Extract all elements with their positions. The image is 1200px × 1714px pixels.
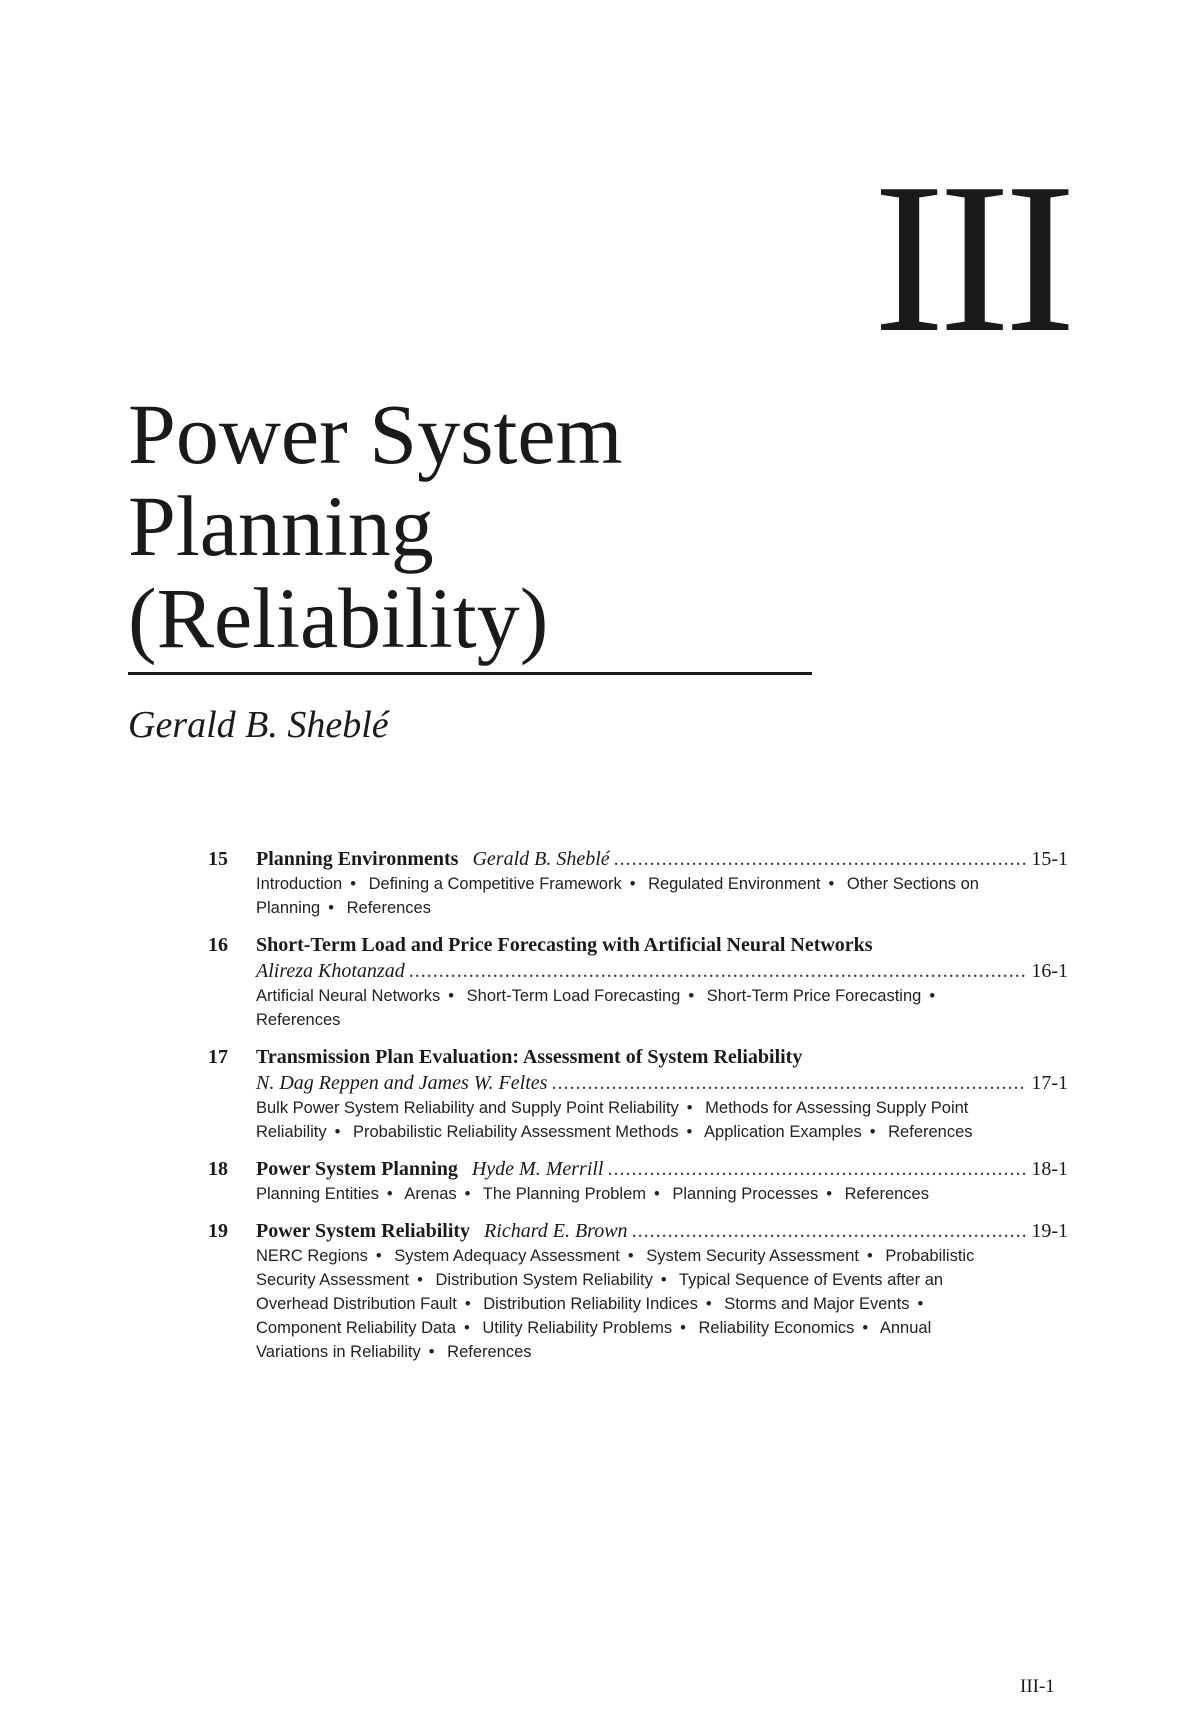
toc-entry[interactable] [208,1218,1068,1364]
topic-item: References [888,1123,973,1141]
topic-item: Artificial Neural Networks [256,987,441,1005]
topic-item: References [346,899,431,917]
topic-separator: • [660,1271,667,1289]
topic-separator: • [917,1295,924,1313]
part-title-line: Power System [128,386,623,482]
topic-separator: • [417,1271,423,1289]
topic-item: Other Sections on Planning [256,875,979,917]
chapter-author: Richard E. Brown [484,1220,628,1242]
topic-separator: • [686,1123,693,1141]
topic-item: Probabilistic Security Assessment [256,1247,975,1289]
topic-item: Probabilistic Reliability Assessment Methods [352,1123,679,1141]
topic-item: Distribution System Reliability [435,1271,653,1289]
part-title [128,388,828,664]
topic-item: Short-Term Price Forecasting [706,987,922,1005]
topic-separator: • [828,875,835,893]
topic-item: References [447,1343,532,1361]
chapter-page[interactable]: 18-1 [1031,1158,1068,1180]
topic-separator: • [929,987,936,1005]
topic-item: Defining a Competitive Framework [368,875,622,893]
topic-separator: • [627,1247,634,1265]
topic-separator: • [463,1319,470,1337]
part-number: III [873,138,1070,377]
chapter-topics [256,984,996,1032]
dot-leader [608,1156,1028,1182]
topic-item: Planning Processes [672,1185,819,1203]
chapter-title[interactable]: Power System Reliability [256,1220,471,1242]
topic-item: References [256,1011,341,1029]
title-rule [128,672,812,675]
topic-item: Introduction [256,875,343,893]
topic-separator: • [688,987,695,1005]
chapter-author: N. Dag Reppen and James W. Feltes [256,1072,548,1094]
topic-separator: • [464,1295,471,1313]
part-title-line: Planning [128,478,434,574]
chapter-topics [256,1244,996,1364]
topic-separator: • [334,1123,341,1141]
topic-item: Distribution Reliability Indices [483,1295,698,1313]
topic-separator: • [464,1185,471,1203]
chapter-topics [256,872,996,920]
topic-item: NERC Regions [256,1247,368,1265]
chapter-title[interactable]: Transmission Plan Evaluation: Assessment of System Reliability [256,1046,803,1068]
topic-separator: • [869,1123,876,1141]
topic-item: Storms and Major Events [724,1295,910,1313]
chapter-number: 19 [208,1220,228,1242]
topic-item: References [844,1185,929,1203]
topic-item: Application Examples [704,1123,862,1141]
topic-item: Component Reliability Data [256,1319,456,1337]
topic-item: Typical Sequence of Events after an Overhead Distribution Fault [256,1271,944,1313]
table-of-contents [208,846,1068,1376]
topic-item: The Planning Problem [482,1185,647,1203]
chapter-author: Alireza Khotanzad [256,960,405,982]
dot-leader [632,1218,1028,1244]
topic-item: Planning Entities [256,1185,379,1203]
topic-separator: • [862,1319,869,1337]
chapter-topics [256,1182,996,1206]
chapter-number: 18 [208,1158,228,1180]
part-title-line: (Reliability) [128,570,549,666]
topic-separator: • [350,875,357,893]
dot-leader [409,958,1028,984]
topic-separator: • [328,899,335,917]
topic-separator: • [686,1099,693,1117]
chapter-page[interactable]: 19-1 [1031,1220,1068,1242]
toc-entry[interactable] [208,1044,1068,1144]
topic-separator: • [680,1319,686,1337]
topic-item: Reliability Economics [698,1319,855,1337]
chapter-number: 17 [208,1046,228,1068]
page-folio: III-1 [1020,1676,1055,1697]
topic-separator: • [448,987,455,1005]
topic-item: Arenas [404,1185,457,1203]
chapter-page[interactable]: 15-1 [1031,848,1068,870]
chapter-title[interactable]: Power System Planning [256,1158,458,1180]
dot-leader [551,1070,1027,1096]
topic-item: Methods for Assessing Supply Point Reliability [256,1099,969,1141]
topic-separator: • [629,875,636,893]
chapter-title[interactable]: Short-Term Load and Price Forecasting with Artificial Neural Networks [256,934,873,956]
chapter-page[interactable]: 17-1 [1031,1072,1068,1094]
topic-separator: • [654,1185,660,1203]
topic-item: System Adequacy Assessment [394,1247,620,1265]
chapter-author: Hyde M. Merrill [471,1158,604,1180]
chapter-topics [256,1096,996,1144]
topic-separator: • [826,1185,833,1203]
chapter-page[interactable]: 16-1 [1031,960,1068,982]
chapter-number: 16 [208,934,228,956]
dot-leader [614,846,1028,872]
chapter-number: 15 [208,848,228,870]
topic-item: Regulated Environment [648,875,821,893]
topic-item: System Security Assessment [646,1247,859,1265]
topic-item: Short-Term Load Forecasting [466,987,681,1005]
topic-item: Bulk Power System Reliability and Supply Point Reliability [256,1099,679,1117]
topic-separator: • [428,1343,435,1361]
topic-item: Utility Reliability Problems [482,1319,673,1337]
topic-separator: • [867,1247,873,1265]
part-editor: Gerald B. Sheblé [128,704,389,746]
toc-entry[interactable] [208,1156,1068,1206]
toc-entry[interactable] [208,932,1068,1032]
chapter-author: Gerald B. Sheblé [472,848,610,870]
toc-entry[interactable] [208,846,1068,920]
topic-item: Annual Variations in Reliability [256,1319,932,1361]
topic-separator: • [705,1295,712,1313]
topic-separator: • [375,1247,382,1265]
chapter-title[interactable]: Planning Environments [256,848,459,870]
topic-separator: • [386,1185,393,1203]
